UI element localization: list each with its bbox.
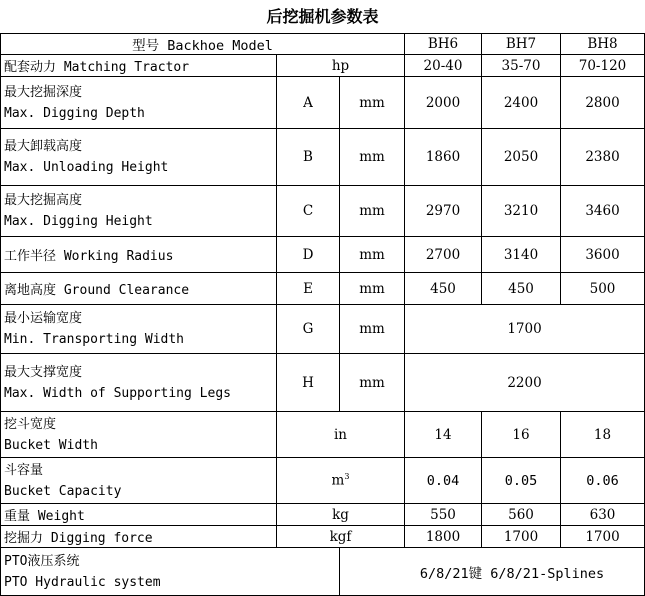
- value-cell: 3140: [482, 237, 561, 273]
- unit-cell: kgf: [277, 526, 405, 548]
- dimension-code: D: [277, 237, 340, 273]
- table-row: [1, 273, 645, 305]
- row-label: 最大支撑宽度 Max. Width of Supporting Legs: [1, 354, 277, 412]
- value-cell: 450: [405, 273, 482, 305]
- dimension-code: C: [277, 186, 340, 237]
- unit-cell: mm: [340, 305, 405, 354]
- row-label: 最小运输宽度 Min. Transporting Width: [1, 305, 277, 354]
- table-row: [1, 305, 645, 354]
- table-row: [1, 34, 645, 55]
- dimension-code: E: [277, 273, 340, 305]
- table-row: [1, 504, 645, 526]
- table-row: [1, 129, 645, 186]
- dimension-code: B: [277, 129, 340, 186]
- dimension-code: H: [277, 354, 340, 412]
- table-row: [1, 354, 645, 412]
- unit-cell: $m^3$: [277, 458, 405, 504]
- row-label: 最大挖掘深度 Max. Digging Depth: [1, 77, 277, 129]
- value-cell: 1700: [482, 526, 561, 548]
- merged-value-cell: 6/8/21键 6/8/21-Splines: [340, 548, 645, 596]
- value-cell: 70-120: [561, 55, 645, 77]
- value-cell: 2050: [482, 129, 561, 186]
- value-cell: 2800: [561, 77, 645, 129]
- value-cell: 3600: [561, 237, 645, 273]
- value-cell: 35-70: [482, 55, 561, 77]
- unit-cell: mm: [340, 129, 405, 186]
- model-label: 型号 Backhoe Model: [1, 34, 405, 55]
- value-cell: 20-40: [405, 55, 482, 77]
- model-bh7: BH7: [482, 34, 561, 55]
- merged-value-cell: 1700: [405, 305, 645, 354]
- row-label: 最大卸载高度 Max. Unloading Height: [1, 129, 277, 186]
- value-cell: 450: [482, 273, 561, 305]
- unit-cell: mm: [340, 77, 405, 129]
- table-row: [1, 77, 645, 129]
- row-label: 最大挖掘高度 Max. Digging Height: [1, 186, 277, 237]
- value-cell: 0.04: [405, 458, 482, 504]
- value-cell: 630: [561, 504, 645, 526]
- table-row: [1, 55, 645, 77]
- unit-cell: hp: [277, 55, 405, 77]
- value-cell: 2970: [405, 186, 482, 237]
- model-bh6: BH6: [405, 34, 482, 55]
- unit-cell: in: [277, 412, 405, 458]
- row-label: 挖斗宽度 Bucket Width: [1, 412, 277, 458]
- unit-cell: mm: [340, 237, 405, 273]
- model-bh8: BH8: [561, 34, 645, 55]
- value-cell: 0.06: [561, 458, 645, 504]
- value-cell: 500: [561, 273, 645, 305]
- spec-table: [0, 33, 645, 596]
- value-cell: 18: [561, 412, 645, 458]
- dimension-code: G: [277, 305, 340, 354]
- row-label: 斗容量 Bucket Capacity: [1, 458, 277, 504]
- value-cell: 1860: [405, 129, 482, 186]
- value-cell: 0.05: [482, 458, 561, 504]
- table-row: [1, 548, 645, 596]
- value-cell: 2700: [405, 237, 482, 273]
- row-label: 配套动力 Matching Tractor: [1, 55, 277, 77]
- unit-cell: mm: [340, 354, 405, 412]
- unit-cell: mm: [340, 186, 405, 237]
- dimension-code: A: [277, 77, 340, 129]
- table-row: [1, 186, 645, 237]
- value-cell: 2400: [482, 77, 561, 129]
- row-label: 离地高度 Ground Clearance: [1, 273, 277, 305]
- table-row: [1, 526, 645, 548]
- merged-value-cell: 2200: [405, 354, 645, 412]
- unit-cell: mm: [340, 273, 405, 305]
- value-cell: 550: [405, 504, 482, 526]
- unit-cell: kg: [277, 504, 405, 526]
- table-row: [1, 412, 645, 458]
- row-label: 挖掘力 Digging force: [1, 526, 277, 548]
- value-cell: 3210: [482, 186, 561, 237]
- table-row: [1, 458, 645, 504]
- row-label: 重量 Weight: [1, 504, 277, 526]
- row-label: PTO液压系统 PTO Hydraulic system: [1, 548, 340, 596]
- row-label: 工作半径 Working Radius: [1, 237, 277, 273]
- value-cell: 1700: [561, 526, 645, 548]
- value-cell: 16: [482, 412, 561, 458]
- value-cell: 2380: [561, 129, 645, 186]
- table-row: [1, 237, 645, 273]
- table-title: 后挖掘机参数表: [266, 7, 379, 26]
- value-cell: 3460: [561, 186, 645, 237]
- value-cell: 560: [482, 504, 561, 526]
- value-cell: 2000: [405, 77, 482, 129]
- value-cell: 1800: [405, 526, 482, 548]
- value-cell: 14: [405, 412, 482, 458]
